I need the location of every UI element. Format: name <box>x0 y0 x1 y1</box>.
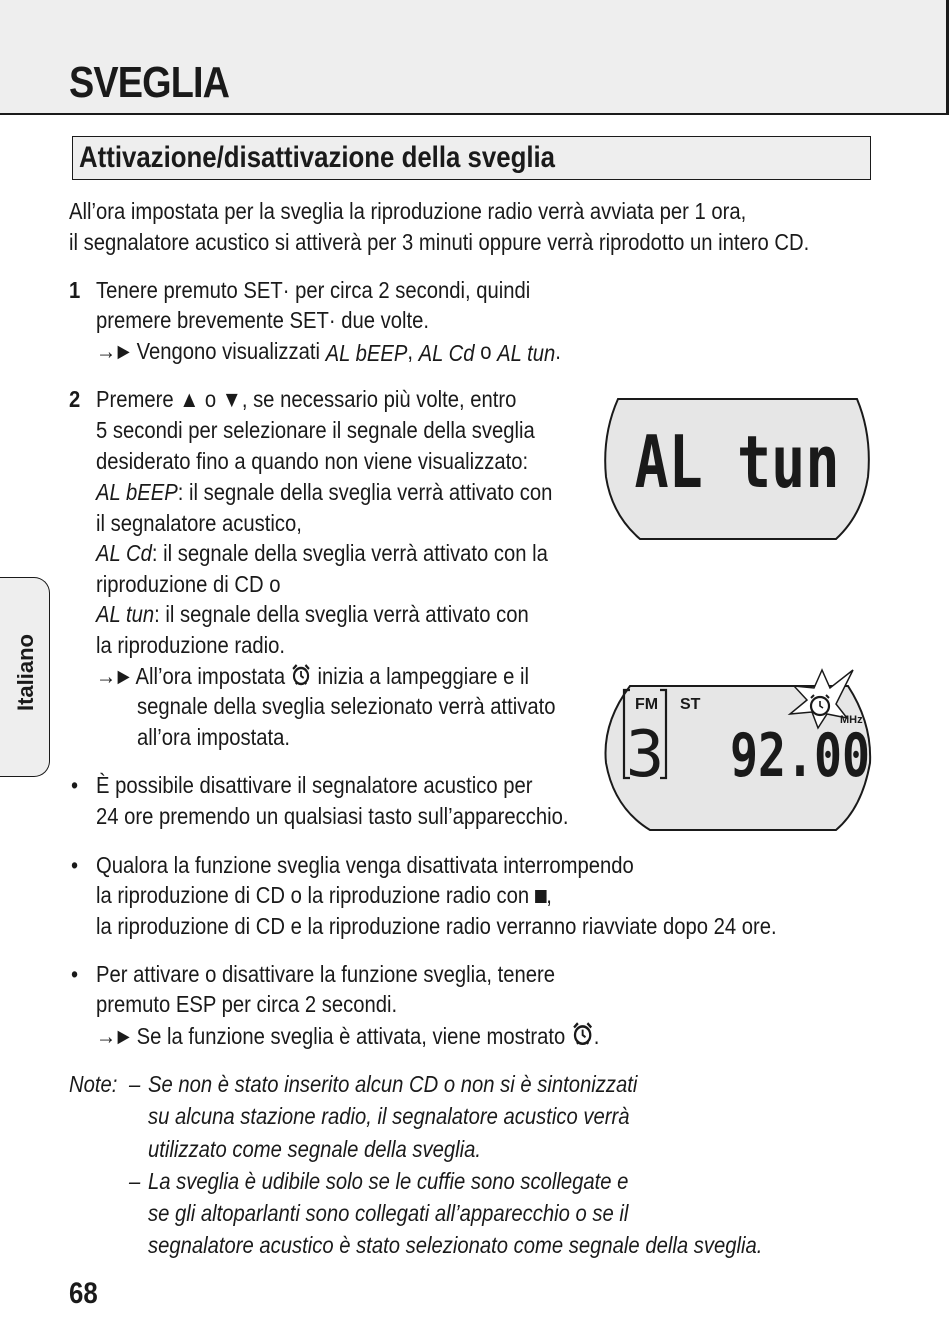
cd-option-line-2: riproduzione di CD o <box>96 571 281 597</box>
bullet-3-line-2: premuto ESP per circa 2 secondi. <box>96 991 398 1017</box>
cd-option-line: AL Cd: il segnale della sveglia verrà attivato con la <box>96 540 548 566</box>
lcd-text-al-beep: AL bEEP <box>325 340 408 366</box>
intro-line-1: All’ora impostata per la sveglia la riproduzione radio verrà avviata per 1 ora, <box>69 198 747 224</box>
lcd-display-text: AL tun <box>634 420 840 504</box>
step-2-number: 2 <box>69 386 81 412</box>
note-1-line-2: su alcuna stazione radio, il segnalatore acustico verrà <box>148 1103 630 1129</box>
alarm-clock-icon <box>291 663 312 687</box>
page-number: 68 <box>69 1277 98 1310</box>
bullet-2-line-3: la riproduzione di CD e la riproduzione radio verranno riavviate dopo 24 ore. <box>96 913 777 939</box>
stop-square-icon <box>535 890 546 903</box>
bullet-mark: • <box>71 961 79 987</box>
lcd-text-al-cd: AL Cd <box>418 340 475 366</box>
step-1-line-2: premere brevemente SET· due volte. <box>96 307 429 333</box>
result-arrow-icon: →► <box>96 663 131 689</box>
beep-option-line: AL bEEP: il segnale della sveglia verrà attivato con <box>96 479 553 505</box>
step-2-line-1: Premere ▲ o ▼, se necessario più volte, entro <box>96 386 517 412</box>
lcd-display-al-tun <box>600 395 875 543</box>
step-1-line-1: Tenere premuto SET· per circa 2 secondi, quindi <box>96 277 531 303</box>
note-2-line-2: se gli altoparlanti sono collegati all’apparecchio o se il <box>148 1200 629 1226</box>
step-2-result-line-3: all’ora impostata. <box>137 724 290 750</box>
down-triangle-icon: ▼ <box>221 386 242 412</box>
page-title: SVEGLIA <box>69 58 230 107</box>
note-2-dash: – <box>129 1168 141 1194</box>
result-arrow-icon: →► <box>96 1023 131 1049</box>
bullet-1-line-1: È possibile disattivare il segnalatore acustico per <box>96 772 533 798</box>
beep-option-line-2: il segnalatore acustico, <box>96 510 302 536</box>
intro-line-2: il segnalatore acustico si attiverà per 3 minuti oppure verrà riprodotto un intero CD. <box>69 229 810 255</box>
bullet-1-line-2: 24 ore premendo un qualsiasi tasto sull’apparecchio. <box>96 803 569 829</box>
step-1-result: →► Vengono visualizzati AL bEEP, AL Cd o AL tun. <box>96 338 561 366</box>
bullet-2-line-1: Qualora la funzione sveglia venga disattivata interrompendo <box>96 852 634 878</box>
bullet-3-line-1: Per attivare o disattivare la funzione sveglia, tenere <box>96 961 556 987</box>
bullet-3-result: →► Se la funzione sveglia è attivata, viene mostrato . <box>96 1023 600 1049</box>
alarm-clock-icon <box>571 1021 594 1047</box>
lcd-text-al-tun: AL tun <box>497 340 556 366</box>
lcd-display-frequency <box>600 668 875 833</box>
lcd-fm-label: FM <box>635 696 659 713</box>
notes-label: Note: <box>69 1071 118 1097</box>
note-1-dash: – <box>129 1071 141 1097</box>
step-2-line-2: 5 secondi per selezionare il segnale della sveglia <box>96 417 535 443</box>
lcd-st-label: ST <box>680 696 701 713</box>
note-2-line-3: segnalatore acustico è stato selezionato come segnale della sveglia. <box>148 1232 763 1258</box>
lcd-text-al-beep: AL bEEP <box>96 479 178 505</box>
bullet-mark: • <box>71 852 79 878</box>
note-1-line-1: Se non è stato inserito alcun CD o non si è sintonizzati <box>148 1071 638 1097</box>
step-2-result-line-2: segnale della sveglia selezionato verrà attivato <box>137 693 556 719</box>
lcd-text-al-cd: AL Cd <box>96 540 152 566</box>
step-2-result-line-1: →► All’ora impostata inizia a lampeggiare e il <box>96 663 530 689</box>
bullet-2-line-2: la riproduzione di CD o la riproduzione radio con , <box>96 882 552 908</box>
note-1-line-3: utilizzato come segnale della sveglia. <box>148 1136 482 1162</box>
language-tab-label: Italiano <box>13 634 38 712</box>
lcd-mhz-label: MHz <box>840 714 863 726</box>
lcd-preset-number: 3 <box>625 718 665 792</box>
lcd-frequency: 92.00 <box>730 721 870 791</box>
lcd-text-al-tun: AL tun <box>96 601 155 627</box>
section-title-box <box>72 136 871 180</box>
up-triangle-icon: ▲ <box>179 386 200 412</box>
bullet-mark: • <box>71 772 79 798</box>
note-2-line-1: La sveglia è udibile solo se le cuffie sono scollegate e <box>148 1168 629 1194</box>
result-arrow-icon: →► <box>96 338 131 364</box>
section-title: Attivazione/disattivazione della sveglia <box>79 141 556 174</box>
step-1-number: 1 <box>69 277 81 303</box>
tun-option-line-2: la riproduzione radio. <box>96 632 286 658</box>
tun-option-line: AL tun: il segnale della sveglia verrà attivato con <box>96 601 529 627</box>
step-2-line-3: desiderato fino a quando non viene visualizzato: <box>96 448 529 474</box>
